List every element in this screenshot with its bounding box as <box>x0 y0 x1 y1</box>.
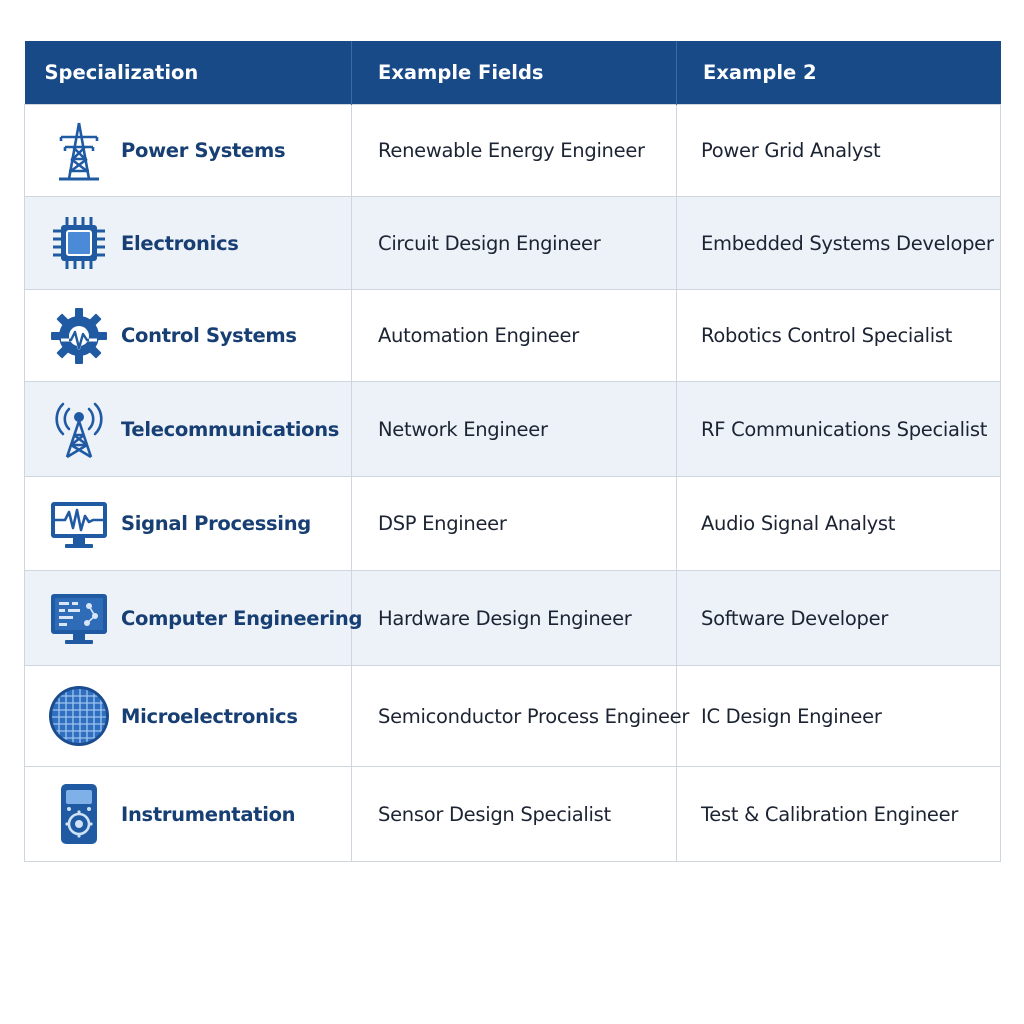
example-2-cell: Test & Calibration Engineer <box>677 767 1001 862</box>
specialization-label: Control Systems <box>121 324 297 347</box>
specialization-cell <box>25 666 352 767</box>
specialization-label: Telecommunications <box>121 417 340 441</box>
example-2-cell: Robotics Control Specialist <box>677 290 1001 382</box>
example-2-cell: Power Grid Analyst <box>677 105 1001 197</box>
header-example-2: Example 2 <box>677 41 1001 105</box>
example-2-cell: RF Communications Specialist <box>677 382 1001 477</box>
specialization-cell <box>25 382 352 477</box>
example-field-cell: DSP Engineer <box>352 477 677 571</box>
specialization-label: Signal Processing <box>121 512 311 535</box>
specialization-cell <box>25 197 352 290</box>
table-row <box>25 382 1001 477</box>
header-example-fields: Example Fields <box>352 41 677 105</box>
example-field-cell: Hardware Design Engineer <box>352 571 677 666</box>
table-row <box>25 666 1001 767</box>
example-field-cell: Circuit Design Engineer <box>352 197 677 290</box>
header-specialization: Specialization <box>25 41 352 105</box>
table-row <box>25 290 1001 382</box>
table-row <box>25 571 1001 666</box>
table-header-row <box>25 41 1001 105</box>
example-field-cell: Network Engineer <box>352 382 677 477</box>
example-2-cell: Software Developer <box>677 571 1001 666</box>
specialization-cell <box>25 571 363 666</box>
example-2-cell: Embedded Systems Developer <box>677 197 1001 290</box>
specialization-label: Electronics <box>121 231 239 255</box>
specialization-cell <box>25 105 352 197</box>
specialization-label: Microelectronics <box>121 704 298 728</box>
computer-monitor-icon <box>47 586 111 650</box>
table-row <box>25 197 1001 290</box>
table-row <box>25 767 1001 862</box>
example-field-cell: Renewable Energy Engineer <box>352 105 677 197</box>
specialization-label: Computer Engineering <box>121 606 363 630</box>
example-field-cell: Semiconductor Process Engineer <box>352 666 677 767</box>
specialization-label: Instrumentation <box>121 802 296 826</box>
wafer-icon <box>47 684 111 748</box>
transmission-tower-icon <box>47 119 111 183</box>
example-2-cell: IC Design Engineer <box>677 666 1001 767</box>
specialization-cell <box>25 290 352 382</box>
example-field-cell: Sensor Design Specialist <box>352 767 677 862</box>
specialization-label: Power Systems <box>121 139 286 162</box>
antenna-tower-icon <box>47 397 111 461</box>
specializations-table-container <box>24 41 1000 862</box>
multimeter-icon <box>47 782 111 846</box>
example-2-cell: Audio Signal Analyst <box>677 477 1001 571</box>
specialization-cell <box>25 767 352 862</box>
specialization-cell <box>25 477 352 571</box>
microchip-icon <box>47 211 111 275</box>
waveform-monitor-icon <box>47 492 111 556</box>
example-field-cell: Automation Engineer <box>352 290 677 382</box>
table-row <box>25 105 1001 197</box>
table-row <box>25 477 1001 571</box>
gear-pulse-icon <box>47 304 111 368</box>
specializations-table <box>24 41 1001 862</box>
